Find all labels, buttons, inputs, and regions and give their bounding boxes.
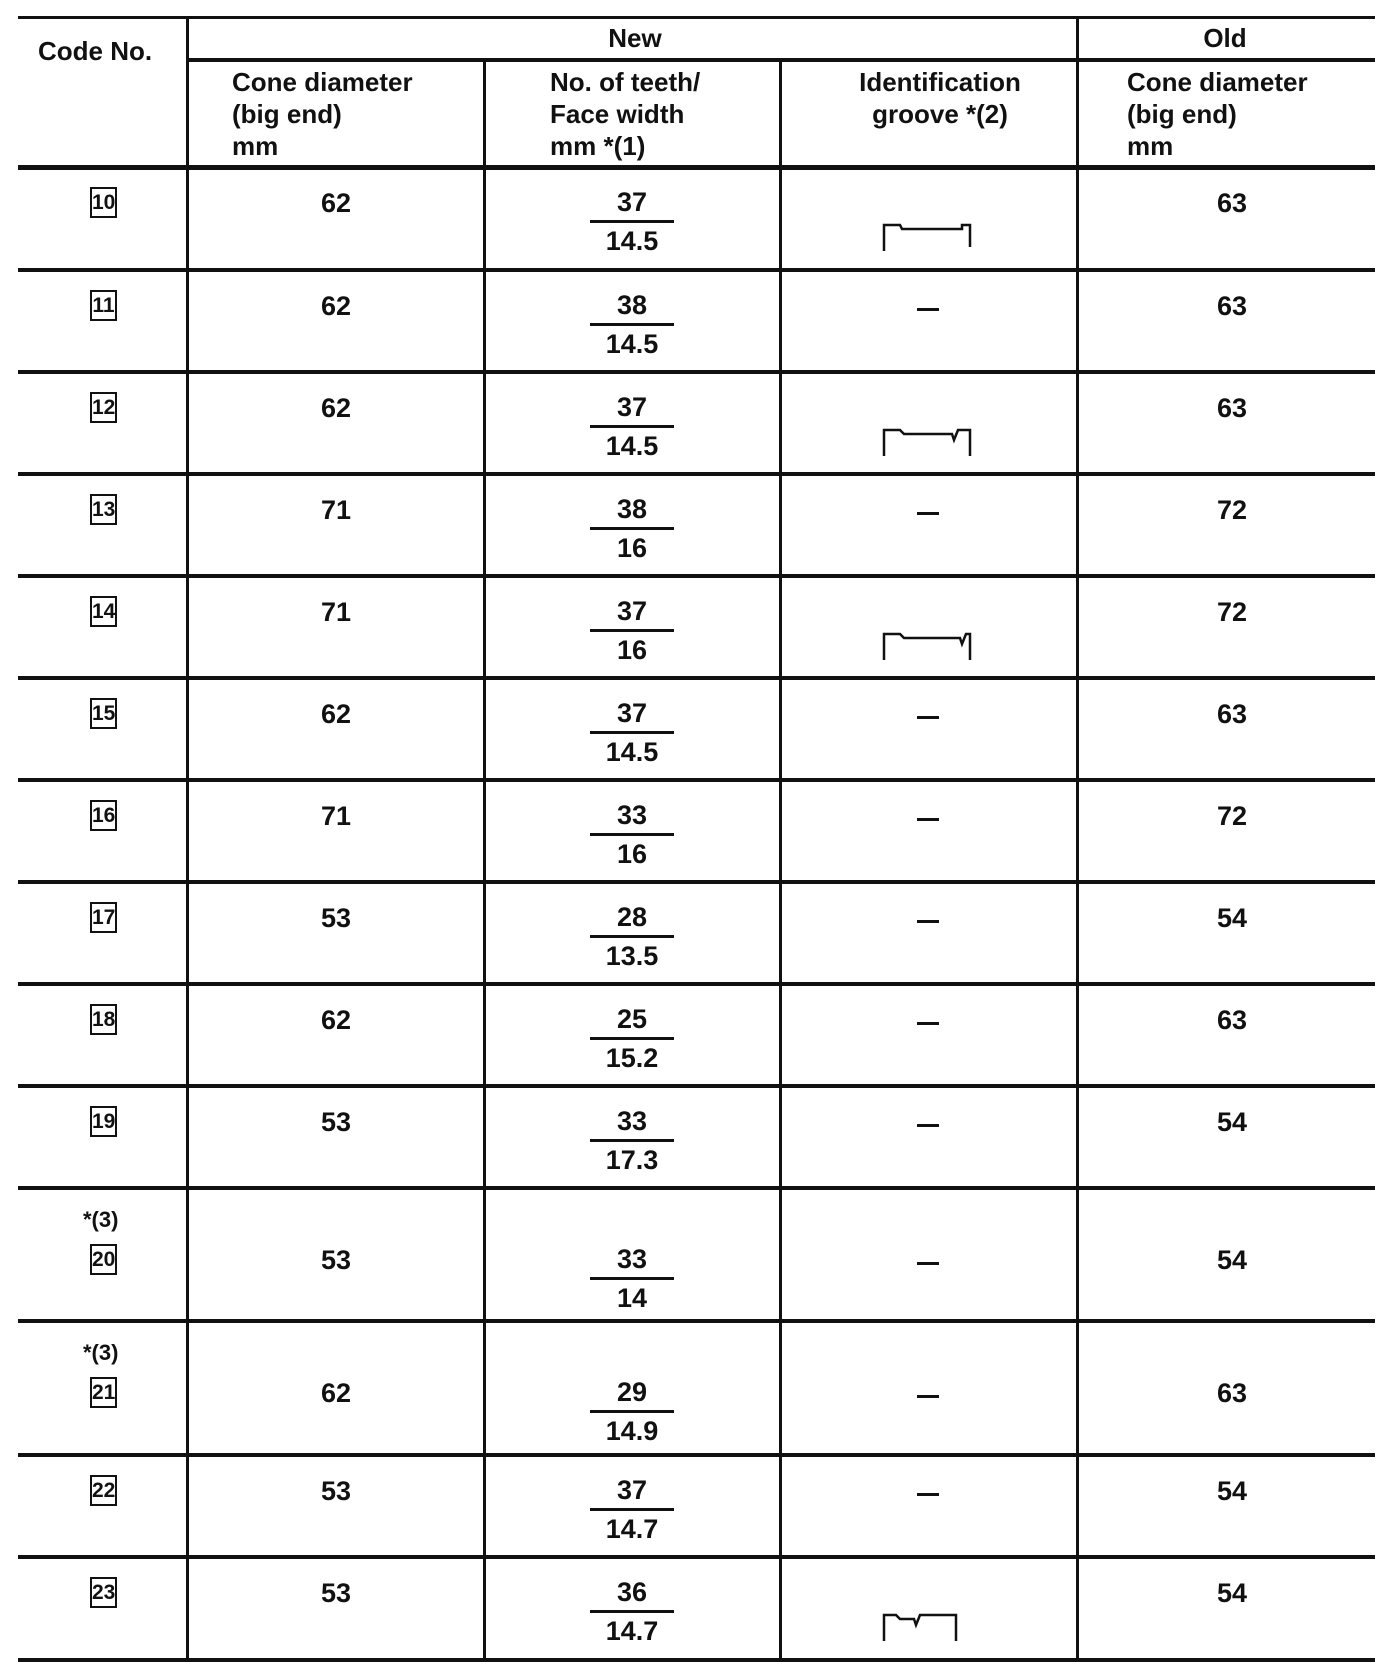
header-line: Cone diameter [1127, 67, 1308, 97]
groove-none-dash [917, 512, 939, 515]
teeth-count: 38 [616, 290, 648, 320]
teeth-face-fraction [532, 1106, 732, 1175]
code-number: 16 [90, 800, 117, 831]
fraction-bar [590, 1037, 674, 1040]
header-line: mm [1127, 131, 1174, 161]
teeth-count: 28 [616, 902, 648, 932]
table-top-rule [18, 16, 1375, 19]
new-cone-diameter: 71 [320, 597, 352, 627]
header-old-cone-diameter [1127, 66, 1308, 162]
fraction-bar [590, 1410, 674, 1413]
header-line: (big end) [232, 99, 342, 129]
teeth-count: 25 [616, 1004, 648, 1034]
groove-none-dash [917, 1493, 939, 1496]
teeth-count: 37 [616, 596, 648, 626]
code-number: 23 [90, 1577, 117, 1608]
face-width: 14.5 [605, 329, 659, 359]
column-rule [186, 16, 189, 1660]
column-rule [1076, 16, 1079, 1660]
new-cone-diameter: 62 [320, 699, 352, 729]
header-code-no: Code No. [38, 36, 153, 66]
fraction-bar [590, 731, 674, 734]
code-number: 18 [90, 1004, 117, 1035]
new-cone-diameter: 53 [320, 1107, 352, 1137]
new-cone-diameter: 53 [320, 903, 352, 933]
fraction-bar [590, 1610, 674, 1613]
fraction-bar [590, 1139, 674, 1142]
teeth-face-fraction [532, 1475, 732, 1544]
code-number: 15 [90, 698, 117, 729]
code-number: 13 [90, 494, 117, 525]
teeth-count: 33 [616, 1106, 648, 1136]
header-line: groove *(2) [872, 99, 1008, 129]
row-rule [18, 268, 1375, 272]
teeth-face-fraction [532, 187, 732, 256]
fraction-bar [590, 1277, 674, 1280]
header-line: mm [232, 131, 279, 161]
fraction-bar [590, 1508, 674, 1511]
teeth-count: 33 [616, 800, 648, 830]
old-cone-diameter: 54 [1216, 1245, 1248, 1275]
face-width: 16 [616, 839, 648, 869]
old-cone-diameter: 63 [1216, 188, 1248, 218]
groove-none-dash [917, 1395, 939, 1398]
groove-type-b-icon [882, 428, 974, 460]
column-rule [779, 58, 782, 1660]
fraction-bar [590, 425, 674, 428]
code-number: 11 [90, 290, 117, 321]
teeth-face-fraction [532, 800, 732, 869]
new-cone-diameter: 53 [320, 1578, 352, 1608]
header-new-cone-diameter [232, 66, 413, 162]
groove-type-a-icon [882, 223, 974, 255]
groove-none-dash [917, 716, 939, 719]
row-rule [18, 1319, 1375, 1323]
new-cone-diameter: 62 [320, 188, 352, 218]
code-number: 20 [90, 1244, 117, 1275]
code-number: 14 [90, 596, 117, 627]
row-rule [18, 676, 1375, 680]
teeth-face-fraction [532, 1244, 732, 1313]
header-new: New [608, 23, 662, 53]
code-number: 19 [90, 1106, 117, 1137]
header-teeth-face-width [550, 66, 700, 162]
new-cone-diameter: 62 [320, 291, 352, 321]
row-rule [18, 1555, 1375, 1559]
teeth-count: 38 [616, 494, 648, 524]
header-line: (big end) [1127, 99, 1237, 129]
header-line: Identification [859, 67, 1021, 97]
footnote-marker: *(3) [83, 1207, 119, 1232]
teeth-face-fraction [532, 290, 732, 359]
header-bottom-rule [18, 165, 1375, 170]
groove-none-dash [917, 818, 939, 821]
new-cone-diameter: 71 [320, 495, 352, 525]
groove-none-dash [917, 1262, 939, 1265]
new-cone-diameter: 62 [320, 1005, 352, 1035]
row-rule [18, 880, 1375, 884]
teeth-count: 37 [616, 698, 648, 728]
teeth-count: 33 [616, 1244, 648, 1274]
row-rule [18, 472, 1375, 476]
teeth-count: 29 [616, 1377, 648, 1407]
face-width: 14.7 [605, 1616, 659, 1646]
old-cone-diameter: 54 [1216, 1107, 1248, 1137]
row-rule [18, 1453, 1375, 1457]
fraction-bar [590, 527, 674, 530]
fraction-bar [590, 220, 674, 223]
row-rule [18, 982, 1375, 986]
header-line: Cone diameter [232, 67, 413, 97]
footnote-marker: *(3) [83, 1340, 119, 1365]
face-width: 14 [616, 1283, 648, 1313]
fraction-bar [590, 833, 674, 836]
groove-none-dash [917, 308, 939, 311]
header-line: No. of teeth/ [550, 67, 701, 97]
old-cone-diameter: 54 [1216, 1476, 1248, 1506]
fraction-bar [590, 629, 674, 632]
row-rule [18, 1658, 1375, 1662]
row-rule [18, 1084, 1375, 1088]
row-rule [18, 1186, 1375, 1190]
header-line: Face width [550, 99, 685, 129]
row-rule [18, 778, 1375, 782]
old-cone-diameter: 54 [1216, 1578, 1248, 1608]
teeth-face-fraction [532, 596, 732, 665]
header-line: mm *(1) [550, 131, 646, 161]
fraction-bar [590, 935, 674, 938]
teeth-face-fraction [532, 392, 732, 461]
teeth-count: 37 [616, 187, 648, 217]
new-cone-diameter: 71 [320, 801, 352, 831]
teeth-face-fraction [532, 1377, 732, 1446]
teeth-face-fraction [532, 698, 732, 767]
code-number: 21 [90, 1377, 117, 1408]
code-number: 22 [90, 1475, 117, 1506]
groove-none-dash [917, 1124, 939, 1127]
teeth-face-fraction [532, 1577, 732, 1646]
face-width: 16 [616, 533, 648, 563]
face-width: 14.5 [605, 226, 659, 256]
groove-none-dash [917, 1022, 939, 1025]
row-rule [18, 574, 1375, 578]
new-cone-diameter: 53 [320, 1245, 352, 1275]
face-width: 14.5 [605, 737, 659, 767]
code-number: 17 [90, 902, 117, 933]
teeth-face-fraction [532, 1004, 732, 1073]
old-cone-diameter: 63 [1216, 1378, 1248, 1408]
face-width: 13.5 [605, 941, 659, 971]
teeth-count: 36 [616, 1577, 648, 1607]
new-cone-diameter: 53 [320, 1476, 352, 1506]
code-number: 10 [90, 187, 117, 218]
face-width: 14.9 [605, 1416, 659, 1446]
teeth-face-fraction [532, 494, 732, 563]
old-cone-diameter: 54 [1216, 903, 1248, 933]
old-cone-diameter: 72 [1216, 495, 1248, 525]
teeth-face-fraction [532, 902, 732, 971]
column-rule [483, 58, 486, 1660]
fraction-bar [590, 323, 674, 326]
face-width: 14.7 [605, 1514, 659, 1544]
old-cone-diameter: 63 [1216, 393, 1248, 423]
groove-none-dash [917, 920, 939, 923]
face-width: 17.3 [605, 1145, 659, 1175]
header-identification-groove [790, 66, 1090, 130]
face-width: 16 [616, 635, 648, 665]
old-cone-diameter: 63 [1216, 1005, 1248, 1035]
row-rule [18, 370, 1375, 374]
old-cone-diameter: 72 [1216, 597, 1248, 627]
teeth-count: 37 [616, 392, 648, 422]
old-cone-diameter: 63 [1216, 291, 1248, 321]
new-cone-diameter: 62 [320, 1378, 352, 1408]
header-old: Old [1203, 23, 1247, 53]
code-number: 12 [90, 392, 117, 423]
face-width: 14.5 [605, 431, 659, 461]
old-cone-diameter: 72 [1216, 801, 1248, 831]
groove-type-c-icon [882, 632, 974, 664]
old-cone-diameter: 63 [1216, 699, 1248, 729]
face-width: 15.2 [605, 1043, 659, 1073]
new-cone-diameter: 62 [320, 393, 352, 423]
teeth-count: 37 [616, 1475, 648, 1505]
groove-type-d-icon [882, 1613, 974, 1645]
